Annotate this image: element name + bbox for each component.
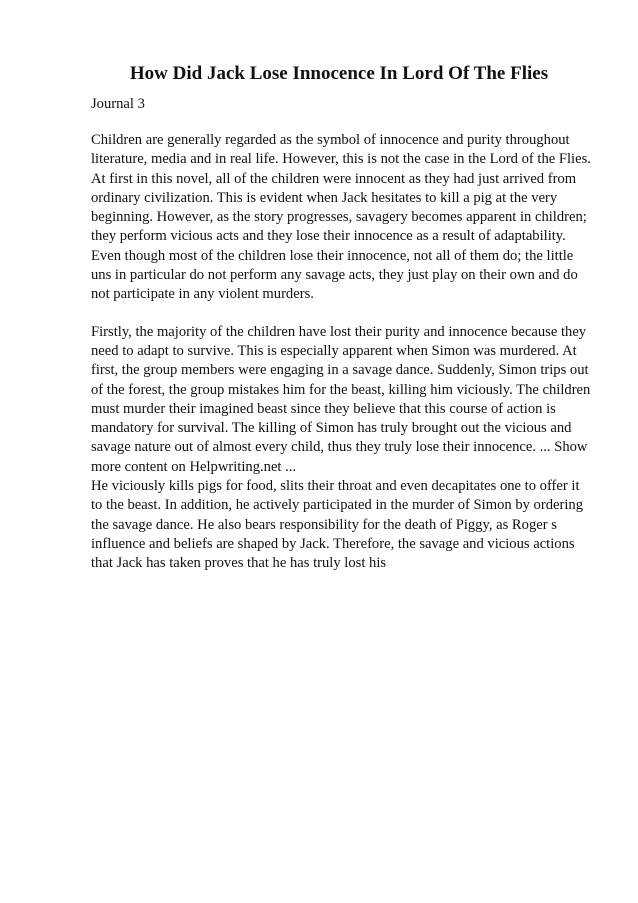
- document-title: How Did Jack Lose Innocence In Lord Of The Flies: [129, 63, 549, 84]
- document-subtitle: Journal 3: [91, 96, 145, 112]
- paragraph-intro: Children are generally regarded as the symbol of innocence and purity throughout literature, media and in real life. However, this is not the case in the Lord of the Flies. At first in this novel, all of the children were innocent as they had just arrived from ordinary civilization. This is evident when Jack hesitates to kill a pig at the very beginning. However, as the story progresses, savagery becomes apparent in children; they perform vicious acts and they lose their innocence as a result of adaptability. Even though most of the children lose their innocence, not all of them do; the little uns in particular do not perform any savage acts, they just play on their own and do not participate in any violent murders.: [91, 132, 591, 303]
- paragraph-body: Firstly, the majority of the children have lost their purity and innocence because they need to adapt to survive. This is especially apparent when Simon was murdered. At first, the group members were engaging in a savage dance. Suddenly, Simon trips out of the forest, the group mistakes him for the beast, killing him viciously. The children must murder their imagined beast since they believe that this course of action is mandatory for survival. The killing of Simon has truly brought out the vicious and savage nature out of almost every child, thus they truly lose their innocence. ... Show more content on Helpwriting.net ...: [91, 323, 591, 475]
- paragraph-continued: He viciously kills pigs for food, slits their throat and even decapitates one to offer it to the beast. In addition, he actively participated in the murder of Simon by ordering the savage dance. He also bears responsibility for the death of Piggy, as Roger s influence and beliefs are shaped by Jack. Therefore, the savage and vicious actions that Jack has taken proves that he has truly lost his: [91, 478, 583, 572]
